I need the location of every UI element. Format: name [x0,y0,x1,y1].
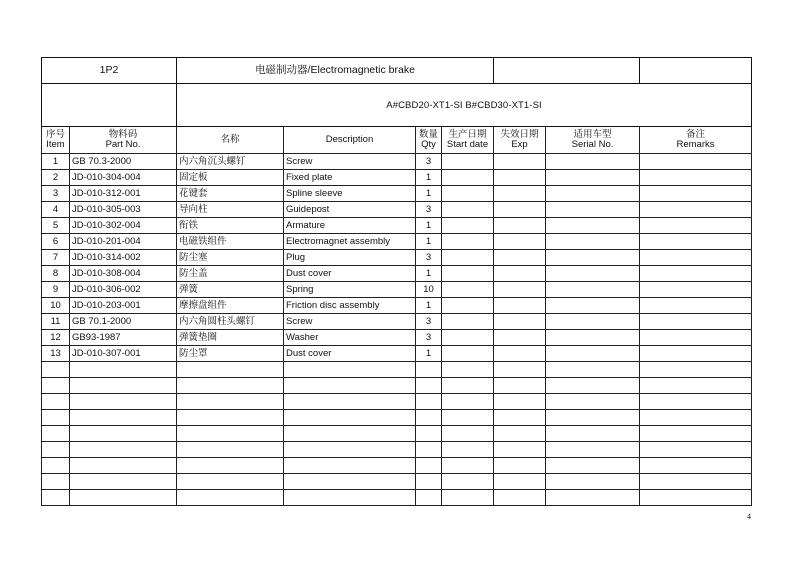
serial-no-cell [546,218,640,234]
item-cell: 7 [42,250,70,266]
remarks-cell [640,282,752,298]
name-cn-cell: 弹簧垫圈 [177,330,284,346]
remarks-cell [640,298,752,314]
name-cn-cell: 防尘塞 [177,250,284,266]
qty-cell [416,490,442,506]
exp-cell [494,394,546,410]
start-date-cell [442,170,494,186]
start-date-cell [442,314,494,330]
qty-cell [416,426,442,442]
remarks-cell [640,218,752,234]
description-cell: Screw [284,154,416,170]
name-cn-cell [177,378,284,394]
part-no-cell [70,426,177,442]
remarks-cell [640,266,752,282]
name-cn-cell: 摩擦盘组件 [177,298,284,314]
description-cell: Fixed plate [284,170,416,186]
serial-no-cell [546,330,640,346]
description-cell: Friction disc assembly [284,298,416,314]
item-cell: 2 [42,170,70,186]
description-cell [284,458,416,474]
exp-cell [494,250,546,266]
serial-no-cell [546,250,640,266]
description-cell: Screw [284,314,416,330]
col-header-exp: 失效日期 Exp [494,127,546,154]
qty-cell: 3 [416,314,442,330]
serial-no-cell [546,186,640,202]
col-header-qty: 数量 Qty [416,127,442,154]
remarks-cell [640,474,752,490]
part-no-cell [70,474,177,490]
exp-cell [494,442,546,458]
exp-cell [494,266,546,282]
exp-cell [494,410,546,426]
start-date-cell [442,202,494,218]
part-no-cell [70,362,177,378]
section-code: 1P2 [42,58,177,84]
empty-table-row [42,410,752,426]
qty-cell: 3 [416,250,442,266]
empty-table-row [42,442,752,458]
name-cn-cell [177,474,284,490]
name-cn-cell [177,394,284,410]
name-cn-cell: 导向柱 [177,202,284,218]
start-date-cell [442,282,494,298]
qty-cell: 3 [416,330,442,346]
remarks-cell [640,346,752,362]
name-cn-cell [177,426,284,442]
empty-table-row [42,474,752,490]
description-cell [284,378,416,394]
serial-no-cell [546,490,640,506]
item-cell [42,426,70,442]
qty-cell [416,410,442,426]
qty-cell [416,458,442,474]
title-empty-cell-2 [640,58,752,84]
part-no-cell: JD-010-308-004 [70,266,177,282]
qty-cell: 3 [416,202,442,218]
table-row [42,346,752,362]
start-date-cell [442,474,494,490]
serial-no-cell [546,346,640,362]
remarks-cell [640,314,752,330]
name-cn-cell: 衔铁 [177,218,284,234]
exp-cell [494,218,546,234]
page-number: 4 [747,512,751,521]
qty-cell: 3 [416,154,442,170]
serial-no-cell [546,394,640,410]
part-no-cell: JD-010-302-004 [70,218,177,234]
exp-cell [494,330,546,346]
exp-cell [494,170,546,186]
name-cn-cell [177,410,284,426]
remarks-cell [640,330,752,346]
part-no-cell [70,394,177,410]
part-no-cell: GB93-1987 [70,330,177,346]
exp-cell [494,282,546,298]
table-row [42,202,752,218]
start-date-cell [442,154,494,170]
remarks-cell [640,186,752,202]
part-no-cell: JD-010-304-004 [70,170,177,186]
start-date-cell [442,234,494,250]
models-empty-cell [42,84,177,127]
start-date-cell [442,394,494,410]
col-header-name: 名称 [177,127,284,154]
remarks-cell [640,202,752,218]
exp-cell [494,378,546,394]
item-cell: 9 [42,282,70,298]
remarks-cell [640,250,752,266]
serial-no-cell [546,426,640,442]
description-cell [284,394,416,410]
serial-no-cell [546,170,640,186]
serial-no-cell [546,234,640,250]
col-header-remarks: 备注 Remarks [640,127,752,154]
part-no-cell: JD-010-203-001 [70,298,177,314]
serial-no-cell [546,362,640,378]
serial-no-cell [546,474,640,490]
exp-cell [494,154,546,170]
name-cn-cell: 防尘盖 [177,266,284,282]
qty-cell [416,474,442,490]
part-no-cell: JD-010-306-002 [70,282,177,298]
name-cn-cell [177,362,284,378]
description-cell: Dust cover [284,266,416,282]
exp-cell [494,202,546,218]
models-row [42,84,752,127]
name-cn-cell [177,442,284,458]
remarks-cell [640,362,752,378]
name-cn-cell: 内六角圆柱头螺钉 [177,314,284,330]
exp-cell [494,474,546,490]
description-cell [284,362,416,378]
description-cell: Guidepost [284,202,416,218]
name-cn-cell: 电磁铁组件 [177,234,284,250]
serial-no-cell [546,266,640,282]
table-row [42,330,752,346]
serial-no-cell [546,442,640,458]
start-date-cell [442,490,494,506]
exp-cell [494,346,546,362]
title-row [42,58,752,84]
table-row [42,234,752,250]
start-date-cell [442,442,494,458]
qty-cell: 1 [416,170,442,186]
start-date-cell [442,410,494,426]
qty-cell: 1 [416,234,442,250]
exp-cell [494,298,546,314]
part-no-cell: GB 70.3-2000 [70,154,177,170]
parts-list-table [41,57,752,506]
serial-no-cell [546,298,640,314]
col-header-description: Description [284,127,416,154]
table-row [42,186,752,202]
document-title: 电磁制动器/Electromagnetic brake [177,58,494,84]
description-cell: Dust cover [284,346,416,362]
remarks-cell [640,410,752,426]
name-cn-cell: 防尘罩 [177,346,284,362]
table-row [42,250,752,266]
empty-table-row [42,426,752,442]
name-cn-cell: 花键套 [177,186,284,202]
description-cell [284,410,416,426]
exp-cell [494,314,546,330]
item-cell [42,362,70,378]
qty-cell: 1 [416,298,442,314]
description-cell: Washer [284,330,416,346]
part-no-cell [70,442,177,458]
description-cell: Spring [284,282,416,298]
remarks-cell [640,378,752,394]
description-cell [284,490,416,506]
qty-cell [416,394,442,410]
serial-no-cell [546,154,640,170]
qty-cell [416,442,442,458]
exp-cell [494,490,546,506]
description-cell: Plug [284,250,416,266]
start-date-cell [442,186,494,202]
description-cell: Electromagnet assembly [284,234,416,250]
item-cell: 8 [42,266,70,282]
table-row [42,314,752,330]
remarks-cell [640,458,752,474]
start-date-cell [442,362,494,378]
remarks-cell [640,442,752,458]
title-empty-cell-1 [494,58,640,84]
qty-cell: 1 [416,266,442,282]
description-cell [284,474,416,490]
item-cell [42,474,70,490]
exp-cell [494,186,546,202]
part-no-cell [70,378,177,394]
table-row [42,154,752,170]
column-header-row [42,127,752,154]
start-date-cell [442,266,494,282]
item-cell: 12 [42,330,70,346]
serial-no-cell [546,314,640,330]
start-date-cell [442,458,494,474]
empty-table-row [42,362,752,378]
item-cell: 4 [42,202,70,218]
part-no-cell [70,458,177,474]
remarks-cell [640,170,752,186]
name-cn-cell [177,458,284,474]
name-cn-cell: 弹簧 [177,282,284,298]
item-cell [42,410,70,426]
part-no-cell [70,410,177,426]
table-row [42,266,752,282]
remarks-cell [640,394,752,410]
item-cell [42,490,70,506]
part-no-cell: JD-010-312-001 [70,186,177,202]
serial-no-cell [546,410,640,426]
col-header-part-no: 物料码 Part No. [70,127,177,154]
serial-no-cell [546,202,640,218]
item-cell: 10 [42,298,70,314]
item-cell: 11 [42,314,70,330]
remarks-cell [640,426,752,442]
exp-cell [494,458,546,474]
item-cell: 6 [42,234,70,250]
name-cn-cell: 内六角沉头螺钉 [177,154,284,170]
part-no-cell: GB 70.1-2000 [70,314,177,330]
item-cell [42,378,70,394]
qty-cell: 10 [416,282,442,298]
empty-table-row [42,394,752,410]
table-row [42,218,752,234]
empty-table-row [42,490,752,506]
exp-cell [494,362,546,378]
table-row [42,282,752,298]
start-date-cell [442,330,494,346]
description-cell [284,442,416,458]
item-cell [42,394,70,410]
col-header-item: 序号 Item [42,127,70,154]
part-no-cell: JD-010-314-002 [70,250,177,266]
qty-cell: 1 [416,218,442,234]
item-cell: 13 [42,346,70,362]
qty-cell [416,378,442,394]
description-cell: Armature [284,218,416,234]
start-date-cell [442,346,494,362]
description-cell [284,426,416,442]
empty-table-row [42,458,752,474]
remarks-cell [640,490,752,506]
description-cell: Spline sleeve [284,186,416,202]
item-cell: 3 [42,186,70,202]
qty-cell: 1 [416,346,442,362]
applicable-models: A#CBD20-XT1-SI B#CBD30-XT1-SI [177,84,752,127]
name-cn-cell [177,490,284,506]
start-date-cell [442,298,494,314]
item-cell: 5 [42,218,70,234]
item-cell [42,442,70,458]
serial-no-cell [546,378,640,394]
name-cn-cell: 固定板 [177,170,284,186]
start-date-cell [442,218,494,234]
start-date-cell [442,378,494,394]
part-no-cell: JD-010-307-001 [70,346,177,362]
remarks-cell [640,234,752,250]
start-date-cell [442,250,494,266]
part-no-cell: JD-010-201-004 [70,234,177,250]
table-row [42,170,752,186]
table-row [42,298,752,314]
qty-cell [416,362,442,378]
qty-cell: 1 [416,186,442,202]
exp-cell [494,426,546,442]
item-cell [42,458,70,474]
exp-cell [494,234,546,250]
item-cell: 1 [42,154,70,170]
col-header-start-date: 生产日期 Start date [442,127,494,154]
col-header-serial-no: 适用车型 Serial No. [546,127,640,154]
part-no-cell [70,490,177,506]
remarks-cell [640,154,752,170]
part-no-cell: JD-010-305-003 [70,202,177,218]
serial-no-cell [546,458,640,474]
start-date-cell [442,426,494,442]
serial-no-cell [546,282,640,298]
empty-table-row [42,378,752,394]
